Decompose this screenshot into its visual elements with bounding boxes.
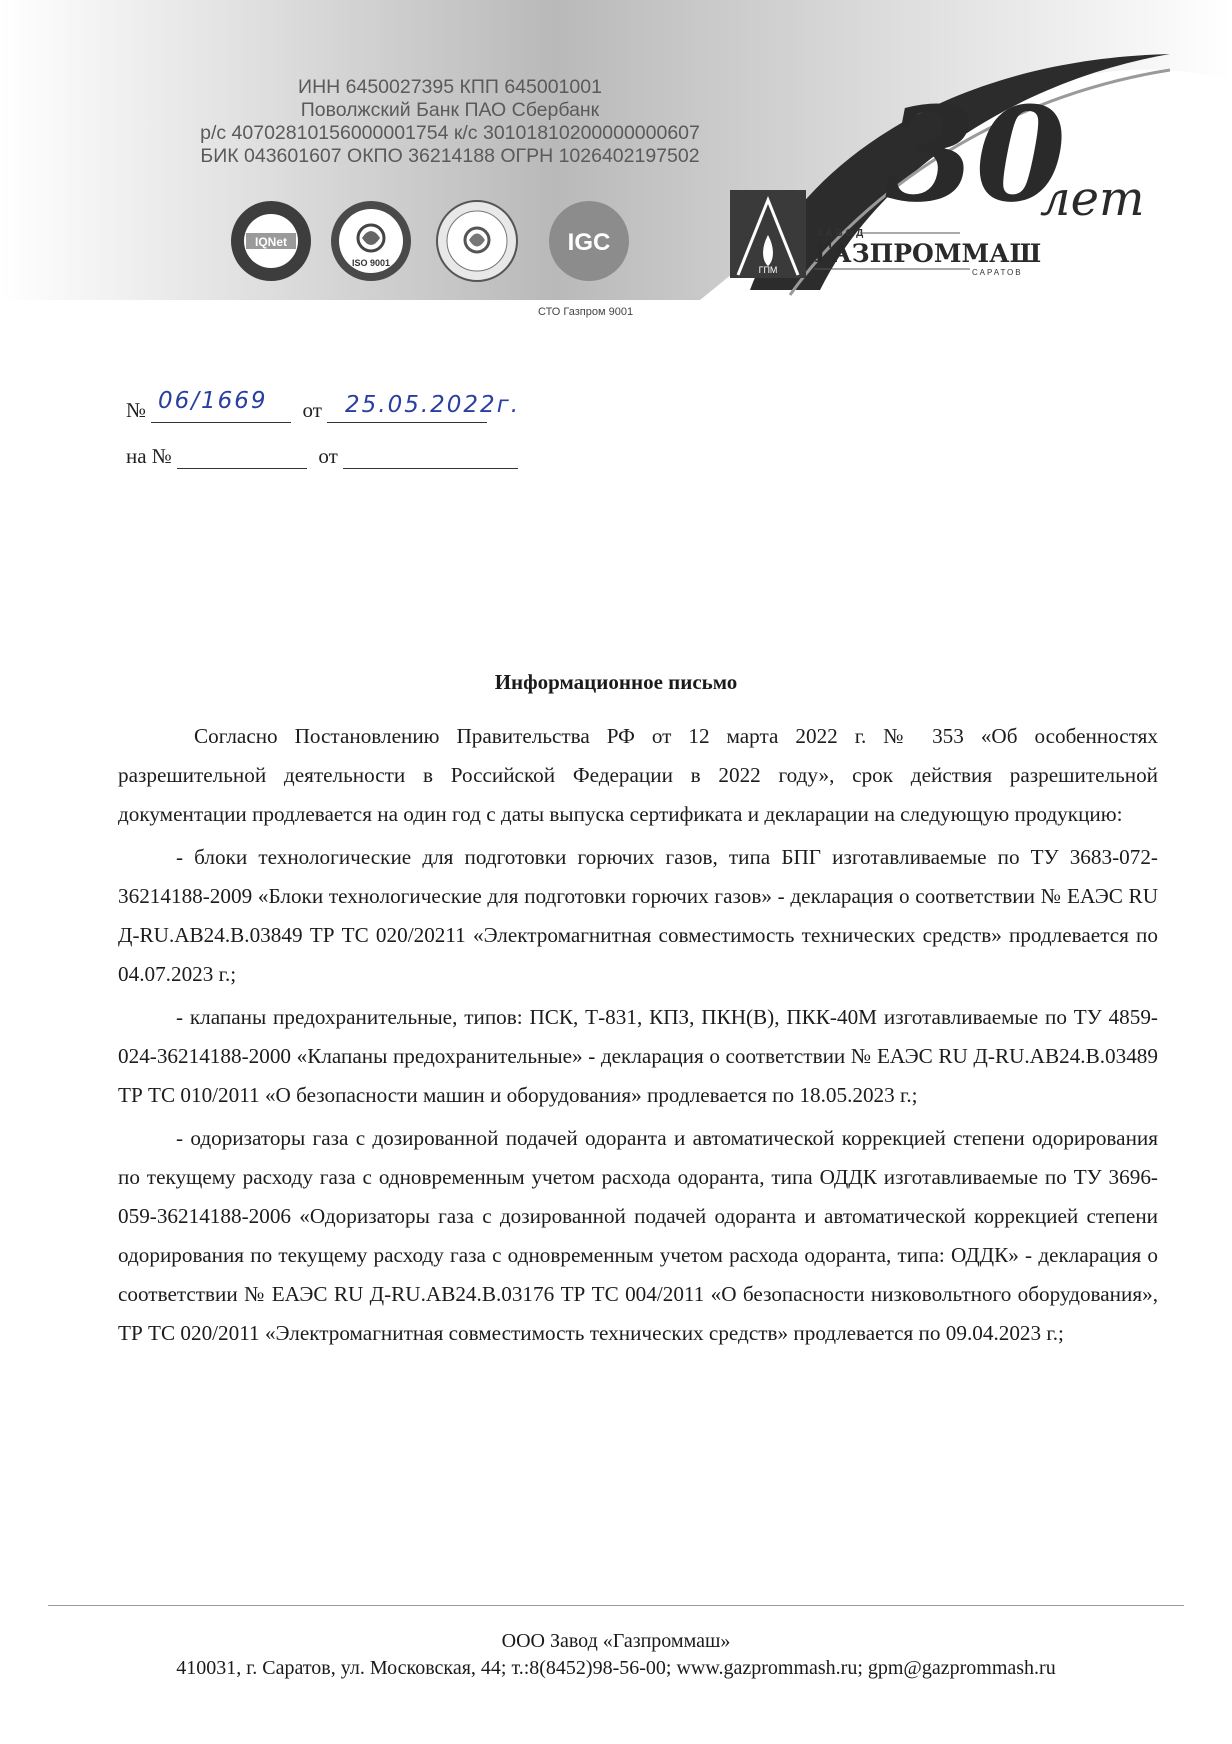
gazprommash-logo bbox=[730, 40, 1190, 310]
letter-paragraph: - клапаны предохранительные, типов: ПСК, Т-831, КПЗ, ПКН(В), ПКК-40М изготавливаемые по ТУ 4859-024-36214188-2000 «Клапаны предохранительные» - декларация о соответствии № ЕАЭС RU Д-RU.АВ24.В.03489 ТР ТС 010/2011 «О безопасности машин и оборудования» продлевается по 18.05.2023 г.; bbox=[118, 1005, 1158, 1107]
reply-date-label: от bbox=[318, 444, 338, 468]
iso-seal-label: ISO 9001 bbox=[351, 258, 391, 268]
cto-standard-label: СТО Газпром 9001 bbox=[538, 306, 634, 318]
gost-seal bbox=[436, 200, 518, 282]
logo-city-label: САРАТОВ bbox=[972, 268, 1023, 277]
russian-register-seal bbox=[330, 200, 412, 282]
footer-contacts: 410031, г. Саратов, ул. Московская, 44; т.:8(8452)98-56-00; www.gazprommash.ru; gpm@gazprommash.ru bbox=[176, 1657, 1056, 1679]
logo-company-name: ГАЗПРОММАШ bbox=[814, 239, 1042, 268]
reply-number-label: на № bbox=[126, 444, 172, 468]
letter-paragraph: - блоки технологические для подготовки горючих газов, типа БПГ изготавливаемые по ТУ 3683-072-36214188-2009 «Блоки технологические для подготовки горючих газов» - декларация о соответствии № ЕАЭС RU Д-RU.АВ24.В.03849 ТР ТС 020/20211 «Электромагнитная совместимость технических средств» продлевается по 04.07.2023 г.; bbox=[118, 845, 1158, 986]
requisite-line: ИНН 6450027395 КПП 645001001 bbox=[298, 76, 602, 98]
footer-divider bbox=[48, 1605, 1184, 1606]
requisite-line: БИК 043601607 ОКПО 36214188 ОГРН 1026402197502 bbox=[200, 145, 700, 167]
requisite-line: Поволжский Банк ПАО Сбербанк bbox=[300, 99, 600, 121]
logo-mark-text: ГПМ bbox=[758, 265, 778, 275]
reply-date-underline bbox=[343, 444, 518, 469]
requisite-line: р/с 40702810156000001754 к/с 30101810200000000607 bbox=[200, 122, 700, 144]
incoming-reference bbox=[126, 444, 518, 469]
logo-plant-label: ЗАВОД bbox=[816, 228, 867, 239]
handwritten-number: 06/1669 bbox=[158, 388, 268, 414]
igc-seal-label: IGC bbox=[567, 229, 611, 256]
letter-title: Информационное письмо bbox=[494, 670, 738, 694]
handwritten-date: 25.05.2022г. bbox=[345, 392, 521, 418]
date-label: от bbox=[302, 398, 322, 422]
letter-paragraph: - одоризаторы газа с дозированной подачей одоранта и автоматической коррекцией степени одорирования по текущему расходу газа с одновременным учетом расхода одоранта, типа ОДДК изготавливаемые по ТУ 3696-059-36214188-2006 «Одоризаторы газа с дозированной подачей одоранта и автоматической коррекцией степени одорирования по текущему расходу газа с одновременным учетом расхода одоранта, типа: ОДДК» - декларация о соответствии № ЕАЭС RU Д-RU.АВ24.В.03176 ТР ТС 004/2011 «О безопасности низковольтного оборудования», ТР ТС 020/2011 «Электромагнитная совместимость технических средств» продлевается по 09.04.2023 г.; bbox=[118, 1126, 1158, 1345]
reply-number-underline bbox=[177, 444, 307, 469]
letter-paragraph: Согласно Постановлению Правительства РФ от 12 марта 2022 г. № 353 «Об особенностях разрешительной деятельности в Российской Федерации в 2022 году», срок действия разрешительной документации продлевается на один год с даты выпуска сертификата и декларации на следующую продукцию: bbox=[118, 724, 1158, 826]
footer-company: ООО Завод «Газпроммаш» bbox=[501, 1630, 731, 1652]
company-requisites bbox=[150, 76, 750, 168]
number-label: № bbox=[126, 398, 147, 422]
anniversary-word: лет bbox=[1040, 171, 1145, 227]
anniversary-number: 30 bbox=[885, 78, 1066, 231]
iqnet-seal-label: IQNet bbox=[254, 235, 288, 249]
iqnet-seal bbox=[230, 200, 312, 282]
letter-body bbox=[118, 717, 1158, 1357]
igc-seal bbox=[548, 200, 630, 282]
